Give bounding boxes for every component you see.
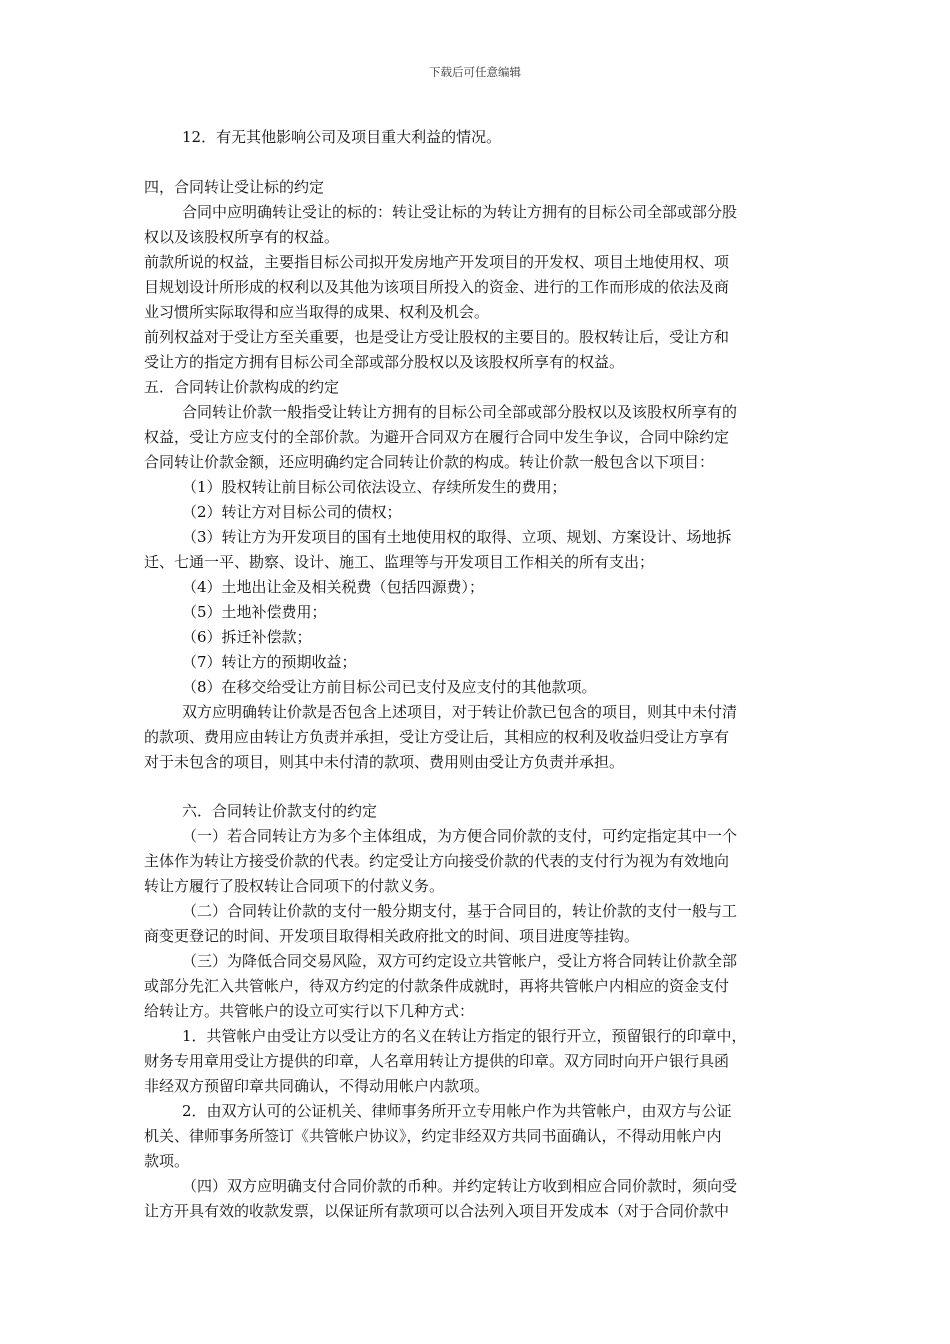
paragraph-line: 或部分先汇入共管帐户，待双方约定的付款条件成就时，再将共管帐户内相应的资金支付 [144, 977, 730, 995]
list-item: （7）转让方的预期收益； [182, 653, 357, 671]
page-header: 下载后可任意编辑 [429, 65, 521, 79]
paragraph-line: 权以及该股权所享有的权益。 [144, 228, 340, 246]
section-heading: 五．合同转让价款构成的约定 [144, 378, 340, 396]
list-item: （8）在移交给受让方前目标公司已支付及应支付的其他款项。 [182, 678, 597, 696]
list-item: （2）转让方对目标公司的债权； [182, 503, 402, 521]
paragraph-line: 机关、律师事务所签订《共管帐户协议》，约定非经双方共同书面确认，不得动用帐户内 [144, 1127, 722, 1145]
paragraph-line: 12．有无其他影响公司及项目重大利益的情况。 [182, 128, 502, 146]
paragraph-line: 业习惯所实际取得和应当取得的成果、权利及机会。 [144, 303, 490, 321]
paragraph-line: 转让方履行了股权转让合同项下的付款义务。 [144, 877, 445, 895]
paragraph-line: 目规划设计所形成的权利以及其他为该项目所投入的资金、进行的工作而形成的依法及商 [144, 278, 730, 296]
paragraph-line: （二）合同转让价款的支付一般分期支付，基于合同目的，转让价款的支付一般与工 [182, 902, 738, 920]
list-item: （3）转让方为开发项目的国有土地使用权的取得、立项、规划、方案设计、场地拆 [182, 528, 732, 546]
list-item: （6）拆迁补偿款； [182, 628, 312, 646]
paragraph-line: （一）若合同转让方为多个主体组成，为方便合同价款的支付，可约定指定其中一个 [182, 827, 738, 845]
paragraph-line: 合同中应明确转让受让的标的：转让受让标的为转让方拥有的目标公司全部或部分股 [182, 203, 738, 221]
section-heading: 四，合同转让受让标的约定 [144, 178, 325, 196]
paragraph-line: 的款项、费用应由转让方负责并承担，受让方受让后，其相应的权利及收益归受让方享有 [144, 728, 730, 746]
paragraph-line: 让方开具有效的收款发票，以保证所有款项可以合法列入项目开发成本（对于合同价款中 [144, 1202, 730, 1220]
list-item-continuation: 迁、七通一平、勘察、设计、施工、监理等与开发项目工作相关的所有支出； [144, 553, 655, 571]
paragraph-line: （三）为降低合同交易风险，双方可约定设立共管帐户，受让方将合同转让价款全部 [182, 952, 738, 970]
paragraph-line: 对于未包含的项目，则其中未付清的款项、费用则由受让方负责并承担。 [144, 753, 625, 771]
paragraph-line: 前列权益对于受让方至关重要，也是受让方受让股权的主要目的。股权转让后，受让方和 [144, 328, 730, 346]
paragraph-line: 给转让方。共管帐户的设立可实行以下几种方式： [144, 1002, 475, 1020]
paragraph-line: 双方应明确转让价款是否包含上述项目，对于转让价款已包含的项目，则其中未付清 [182, 703, 738, 721]
paragraph-line: 权益，受让方应支付的全部价款。为避开合同双方在履行合同中发生争议，合同中除约定 [144, 428, 730, 446]
paragraph-line: （四）双方应明确支付合同价款的币种。并约定转让方收到相应合同价款时，须向受 [182, 1177, 738, 1195]
list-item: （1）股权转让前目标公司依法设立、存续所发生的费用； [182, 478, 567, 496]
section-heading: 六．合同转让价款支付的约定 [182, 802, 378, 820]
paragraph-line: 1．共管帐户由受让方以受让方的名义在转让方指定的银行开立，预留银行的印章中， [182, 1027, 747, 1045]
paragraph-line: 合同转让价款一般指受让转让方拥有的目标公司全部或部分股权以及该股权所享有的 [182, 403, 738, 421]
list-item: （4）土地出让金及相关税费（包括四源费）； [182, 578, 485, 596]
paragraph-line: 合同转让价款金额，还应明确约定合同转让价款的构成。转让价款一般包含以下项目： [144, 453, 715, 471]
paragraph-line: 非经双方预留印章共同确认，不得动用帐户内款项。 [144, 1077, 490, 1095]
paragraph-line: 款项。 [144, 1152, 190, 1170]
paragraph-line: 财务专用章用受让方提供的印章，人名章用转让方提供的印章。双方同时向开户银行具函 [144, 1052, 730, 1070]
paragraph-line: 前款所说的权益，主要指目标公司拟开发房地产开发项目的开发权、项目土地使用权、项 [144, 253, 730, 271]
paragraph-line: 主体作为转让方接受价款的代表。约定受让方向接受价款的代表的支付行为视为有效地向 [144, 852, 730, 870]
paragraph-line: 受让方的指定方拥有目标公司全部或部分股权以及该股权所享有的权益。 [144, 353, 625, 371]
list-item: （5）土地补偿费用； [182, 603, 327, 621]
paragraph-line: 2．由双方认可的公证机关、律师事务所开立专用帐户作为共管帐户，由双方与公证 [182, 1102, 732, 1120]
paragraph-line: 商变更登记的时间、开发项目取得相关政府批文的时间、项目进度等挂钩。 [144, 927, 640, 945]
